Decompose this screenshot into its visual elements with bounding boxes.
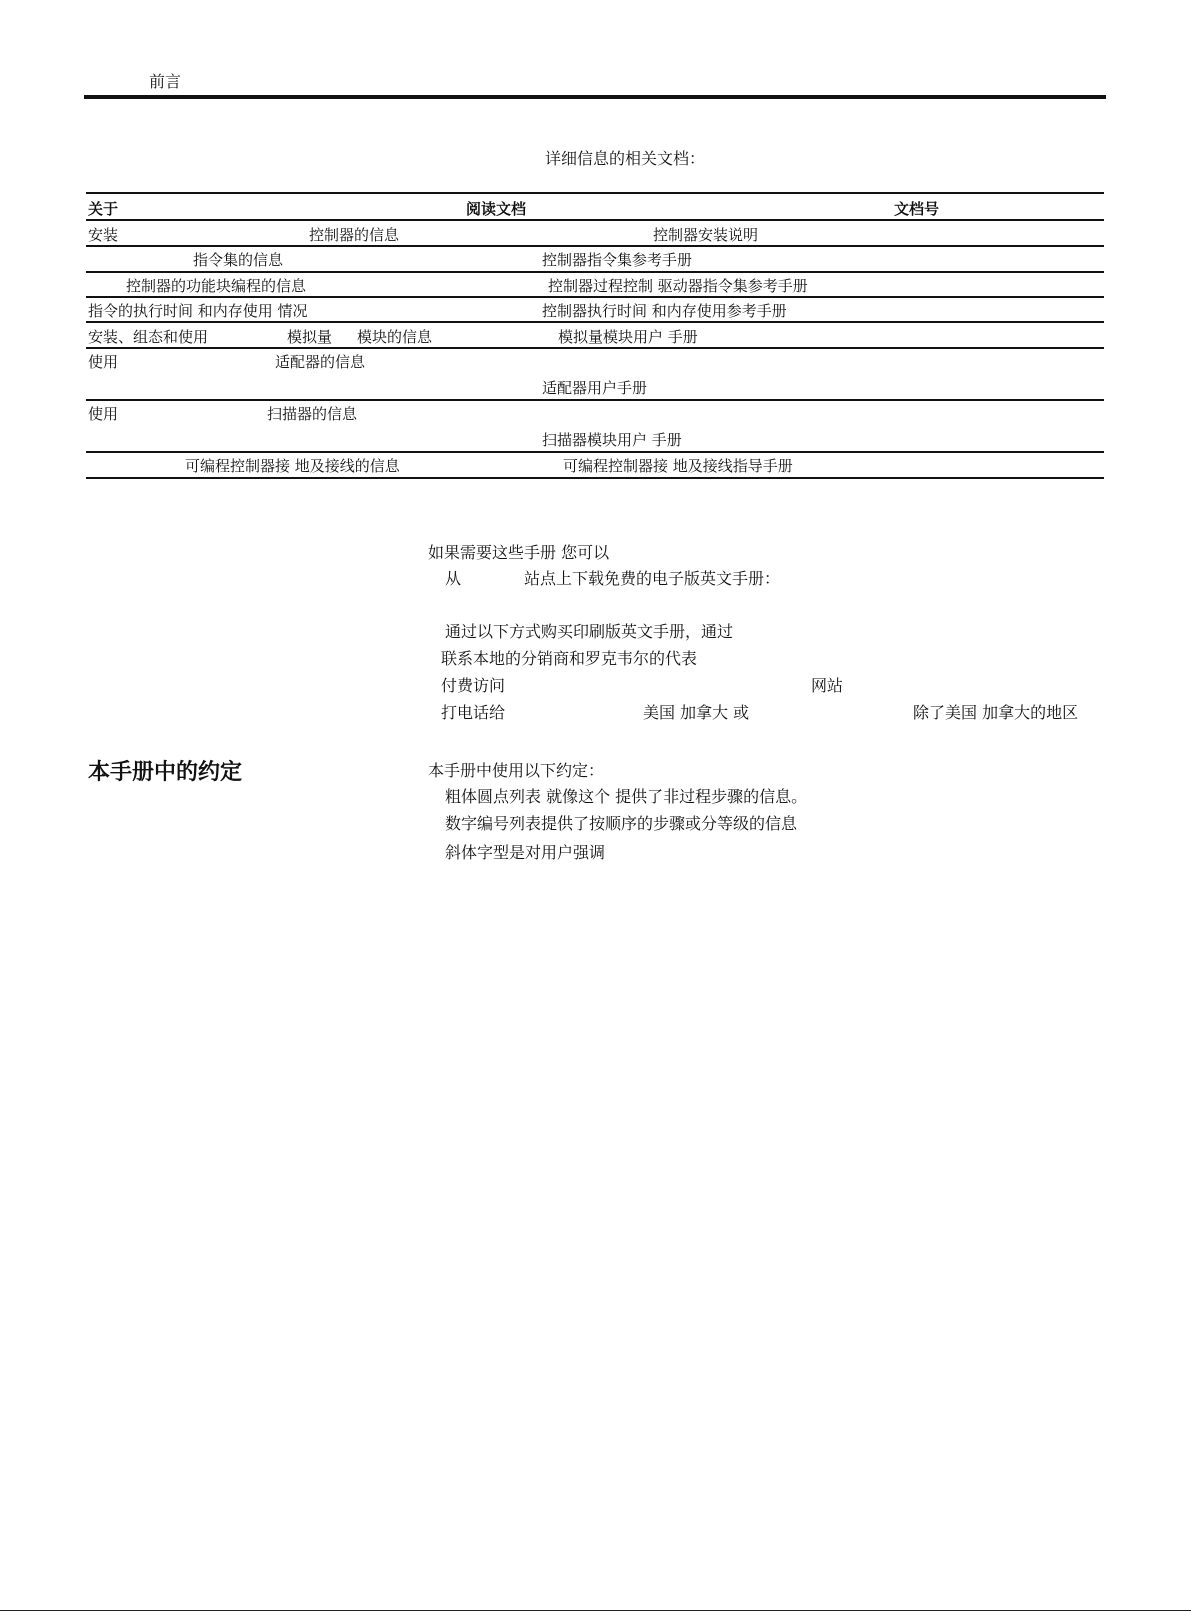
table-cell-about: 扫描器的信息 [267,405,358,423]
table-row-rule [86,399,1104,401]
column-header-about: 关于 [88,200,119,218]
column-header-read-doc: 阅读文档 [466,200,527,218]
table-row-rule [86,296,1104,298]
table-cell-about: 控制器的信息 [309,226,400,244]
table-cell-read-doc: 控制器过程控制 驱动器指令集参考手册 [548,277,808,295]
download-from: 从 [445,569,462,588]
table-row-rule [86,271,1104,273]
conventions-section-title: 本手册中的约定 [88,760,243,785]
table-cell-read-doc: 扫描器模块用户 手册 [542,431,682,449]
website-label: 网站 [811,676,844,695]
related-docs-intro: 详细信息的相关文档： [545,149,706,168]
table-cell-read-doc: 控制器执行时间 和内存使用参考手册 [542,302,787,320]
table-row-rule [86,321,1104,323]
table-cell-about: 指令集的信息 [193,251,284,269]
convention-item: 数字编号列表提供了按顺序的步骤或分等级的信息 [445,814,798,833]
table-bottom-rule [86,477,1104,479]
table-header-rule [86,219,1104,221]
convention-item: 斜体字型是对用户强调 [445,843,606,862]
table-cell-about: 安装 [88,226,119,244]
table-cell-read-doc: 控制器指令集参考手册 [542,251,693,269]
table-cell-read-doc: 模拟量模块用户 手册 [558,328,698,346]
table-row-rule [86,347,1104,349]
convention-item: 粗体圆点列表 就像这个 提供了非过程步骤的信息。 [445,787,808,806]
buy-printed-text: 通过以下方式购买印刷版英文手册，通过 [445,622,734,641]
table-cell-about: 安装、组态和使用 [88,328,209,346]
download-text: 站点上下载免费的电子版英文手册： [524,569,781,588]
table-cell-about: 适配器的信息 [275,353,366,371]
call-us-canada: 美国 加拿大 或 [643,703,750,722]
table-cell-about: 控制器的功能块编程的信息 [126,277,307,295]
call-other-regions: 除了美国 加拿大的地区 [913,703,1079,722]
header-rule [84,95,1106,99]
conventions-lead: 本手册中使用以下约定： [428,761,605,780]
table-cell-about: 使用 [88,353,119,371]
table-row-rule [86,451,1104,453]
page-header-title: 前言 [149,72,182,91]
page-bottom-rule [0,1610,1191,1611]
table-cell-about: 指令的执行时间 和内存使用 情况 [88,302,308,320]
visit-label: 付费访问 [441,676,506,695]
table-cell-read-doc: 可编程控制器接 地及接线指导手册 [563,457,793,475]
table-cell-about: 使用 [88,405,119,423]
contact-distributor-text: 联系本地的分销商和罗克韦尔的代表 [441,649,698,668]
table-row-rule [86,245,1104,247]
table-cell-about: 模拟量 [287,328,333,346]
table-cell-read-doc: 控制器安装说明 [653,226,759,244]
table-cell-about: 可编程控制器接 地及接线的信息 [185,457,400,475]
table-cell-read-doc: 适配器用户手册 [542,379,648,397]
table-top-rule [86,192,1104,194]
column-header-doc-number: 文档号 [894,200,940,218]
manuals-lead: 如果需要这些手册 您可以 [428,543,610,562]
call-label: 打电话给 [441,703,506,722]
table-cell-about: 模块的信息 [357,328,433,346]
